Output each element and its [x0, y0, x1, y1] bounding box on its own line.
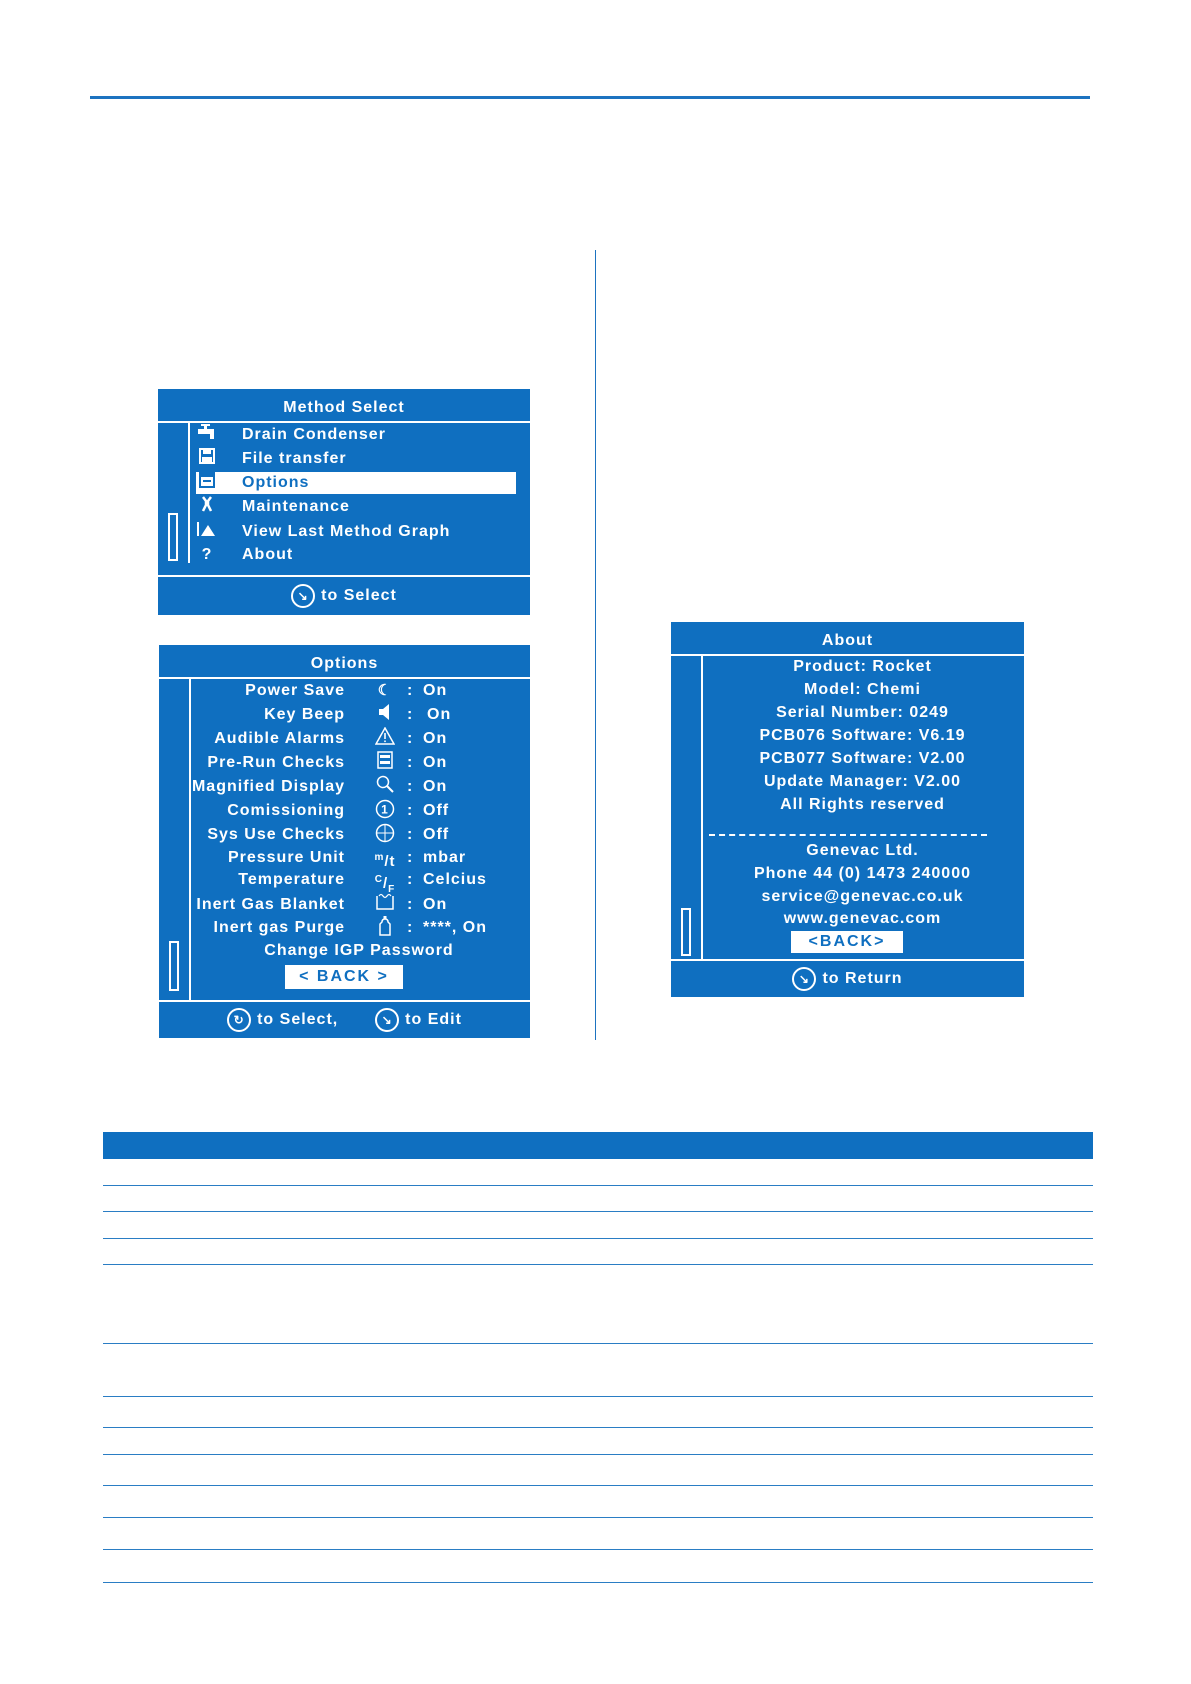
- table-row-rule: [103, 1238, 1093, 1239]
- rights-line: All Rights reserved: [780, 796, 945, 813]
- phone-line: Phone 44 (0) 1473 240000: [753, 865, 971, 882]
- magnifier-icon: [373, 775, 397, 801]
- menu-item-about[interactable]: [196, 543, 676, 567]
- option-row-comissioning[interactable]: Comissioning 1 : Off: [189, 799, 529, 823]
- option-label: Audible Alarms: [214, 730, 345, 747]
- table-row-rule: [103, 1264, 1093, 1265]
- table-row-rule: [103, 1485, 1093, 1486]
- option-label: Pre-Run Checks: [207, 754, 345, 771]
- option-row-key-beep[interactable]: Key Beep : On: [189, 703, 529, 727]
- option-label: Temperature: [238, 871, 345, 888]
- tap-icon: [196, 423, 218, 449]
- method-select-footer: [158, 575, 530, 615]
- option-row-magnified-display[interactable]: Magnified Display : On: [189, 775, 529, 799]
- email-line: service@genevac.co.uk: [761, 888, 964, 905]
- footer-hint: to Select: [321, 587, 397, 604]
- product-line: Product: Rocket: [793, 658, 932, 675]
- about-body: [671, 656, 1024, 960]
- website-line: www.genevac.com: [783, 910, 942, 927]
- about-panel: [671, 622, 1024, 997]
- pcb077-line: PCB077 Software: V2.00: [759, 750, 966, 767]
- update-manager-line: Update Manager: V2.00: [763, 773, 962, 790]
- option-label: Power Save: [245, 682, 345, 699]
- option-row-pre-run-checks[interactable]: Pre-Run Checks : On: [189, 751, 529, 775]
- scroll-column: [159, 679, 191, 1001]
- dashed-divider: [709, 834, 987, 836]
- menu-item-label: About: [242, 546, 294, 563]
- table-row-rule: [103, 1517, 1093, 1518]
- question-icon: ?: [201, 546, 213, 563]
- about-title: About: [671, 622, 1024, 656]
- change-igp-password[interactable]: Change IGP Password: [264, 942, 454, 959]
- svg-text:1: 1: [381, 802, 389, 817]
- wrench-icon: [196, 495, 218, 521]
- moon-icon: ☾: [377, 682, 393, 699]
- scrollbar[interactable]: [681, 908, 691, 956]
- footer-edit-hint: to Edit: [405, 1011, 462, 1028]
- option-value: On: [427, 706, 452, 723]
- about-footer: [671, 959, 1024, 997]
- menu-item-label: Options: [242, 474, 310, 491]
- option-label: Inert Gas Blanket: [196, 896, 345, 913]
- speaker-icon: [373, 703, 397, 729]
- scroll-column: [671, 656, 703, 960]
- option-row-power-save[interactable]: Power Save ☾ : On: [189, 679, 529, 703]
- option-value: On: [423, 778, 448, 795]
- option-row-inert-gas-blanket[interactable]: Inert Gas Blanket : On: [189, 893, 529, 917]
- table-row-rule: [103, 1185, 1093, 1186]
- option-label: Sys Use Checks: [207, 826, 345, 843]
- menu-item-view-last-method-graph[interactable]: [196, 520, 676, 544]
- footer-return-hint: to Return: [822, 970, 903, 987]
- warning-icon: [373, 727, 397, 753]
- method-select-title: Method Select: [158, 389, 530, 423]
- c-over-f-icon: $^C/_F$: [374, 874, 396, 895]
- top-rule: [90, 96, 1090, 99]
- model-line: Model: Chemi: [804, 681, 921, 698]
- option-row-audible-alarms[interactable]: Audible Alarms : On: [189, 727, 529, 751]
- option-value: On: [423, 896, 448, 913]
- footer-select-hint: to Select,: [257, 1011, 339, 1028]
- serial-line: Serial Number: 0249: [776, 704, 949, 721]
- table-row-rule: [103, 1549, 1093, 1550]
- floppy-disk-icon: [196, 447, 218, 473]
- option-row-inert-gas-purge[interactable]: Inert gas Purge : ****, On: [189, 916, 529, 940]
- menu-item-label: File transfer: [242, 450, 347, 467]
- option-label: Inert gas Purge: [213, 919, 345, 936]
- rotate-knob-icon: ↻: [227, 1008, 251, 1032]
- menu-item-label: View Last Method Graph: [242, 523, 451, 540]
- column-divider: [595, 250, 596, 1040]
- back-button[interactable]: <BACK>: [791, 931, 903, 953]
- option-row-pressure-unit[interactable]: Pressure Unit $^m$/t : mbar: [189, 846, 529, 870]
- push-knob-icon: ↘: [792, 967, 816, 991]
- options-panel: [159, 645, 530, 1038]
- scrollbar[interactable]: [169, 941, 179, 991]
- table-header: [103, 1132, 1093, 1159]
- checklist-icon: [373, 751, 397, 777]
- scroll-column: [158, 423, 190, 563]
- table-row-rule: [103, 1454, 1093, 1455]
- option-value: On: [423, 754, 448, 771]
- back-button[interactable]: < BACK >: [285, 965, 403, 989]
- option-value: Celcius: [423, 871, 487, 888]
- option-label: Comissioning: [227, 802, 345, 819]
- table-row-rule: [103, 1343, 1093, 1344]
- menu-item-drain-condenser[interactable]: [196, 423, 676, 447]
- menu-item-label: Maintenance: [242, 498, 350, 515]
- option-value: On: [423, 730, 448, 747]
- table-row-rule: [103, 1396, 1093, 1397]
- push-knob-icon: ↘: [291, 584, 315, 608]
- option-value: On: [423, 682, 448, 699]
- push-knob-icon: ↘: [375, 1008, 399, 1032]
- option-label: Pressure Unit: [227, 849, 345, 866]
- menu-item-label: Drain Condenser: [242, 426, 386, 443]
- option-value: Off: [423, 826, 450, 843]
- table-row-rule: [103, 1427, 1093, 1428]
- company-line: Genevac Ltd.: [806, 842, 919, 859]
- menu-item-maintenance[interactable]: [196, 495, 676, 519]
- option-row-sys-use-checks[interactable]: Sys Use Checks : Off: [189, 823, 529, 847]
- option-row-temperature[interactable]: Temperature $^C/_F$ : Celcius: [189, 868, 529, 892]
- option-value: mbar: [423, 849, 467, 866]
- option-value: Off: [423, 802, 450, 819]
- options-body: [159, 679, 530, 1001]
- pcb076-line: PCB076 Software: V6.19: [759, 727, 966, 744]
- method-select-panel: [158, 389, 530, 615]
- option-label: Magnified Display: [191, 778, 345, 795]
- table-row-rule: [103, 1211, 1093, 1212]
- gas-bottle-icon: [373, 916, 397, 944]
- options-title: Options: [159, 645, 530, 679]
- method-select-body: [158, 423, 530, 563]
- options-window-icon: [196, 471, 218, 497]
- m-over-t-icon: $^m$/t: [374, 852, 396, 870]
- scrollbar[interactable]: [168, 513, 178, 561]
- table-row-rule: [103, 1582, 1093, 1583]
- option-value: ****, On: [423, 919, 488, 936]
- menu-item-options[interactable]: [196, 471, 676, 495]
- option-label: Key Beep: [264, 706, 345, 723]
- menu-item-file-transfer[interactable]: [196, 447, 676, 471]
- options-footer: [159, 1000, 530, 1038]
